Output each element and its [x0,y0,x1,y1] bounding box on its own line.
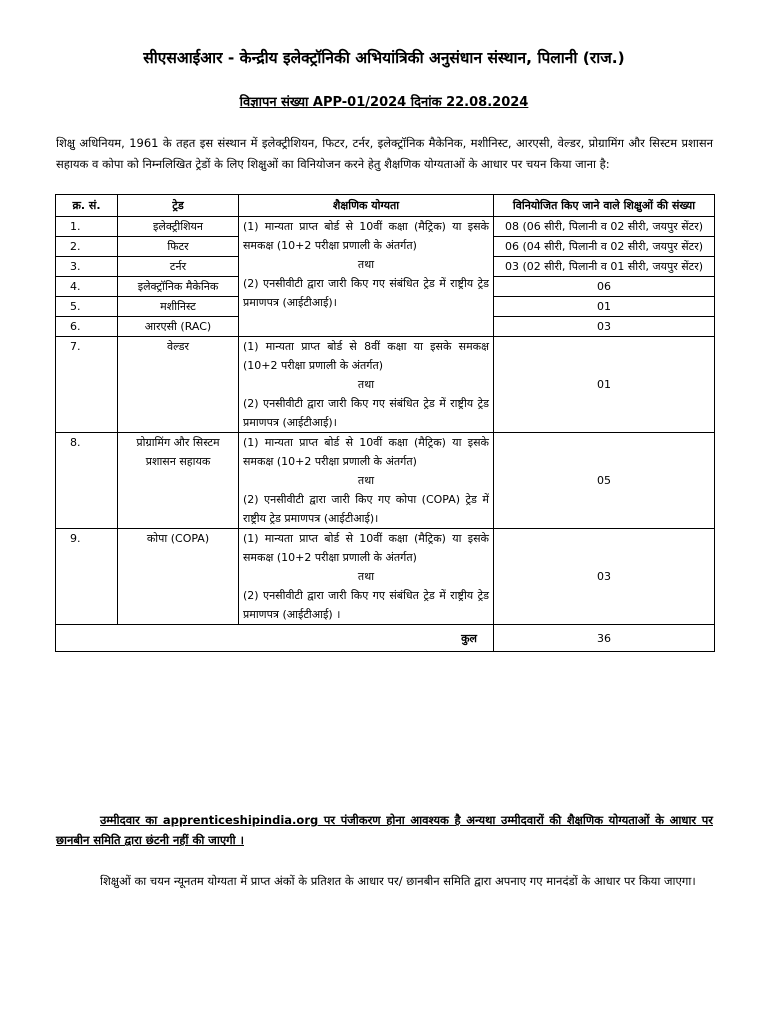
intro-paragraph: शिक्षु अधिनियम, 1961 के तहत इस संस्थान में इलेक्ट्रीशियन, फिटर, टर्नर, इलेक्ट्रॉनिक मैकेनिक, मशीनिस्ट, आरएसी, वेल्डर, प्रोग्रामिंग और सिस्टम प्रशासन सहायक व कोपा को निम्नलिखित ट्रेडों के लिए शिक्षुओं का विनियोजन करने हेतु शैक्षणिक योग्यताओं के आधार पर चयन किया जाना है: [56,136,713,171]
cell-count: 06 (04 सीरी, पिलानी व 02 सीरी, जयपुर सेंटर) [494,237,715,257]
cell-sn: 6. [56,317,118,337]
total-label: कुल [56,625,494,652]
cell-count: 05 [494,433,715,529]
advertisement-number-text: विज्ञापन संख्या APP-01/2024 दिनांक 22.08.2024 [239,95,529,110]
qualification-and: तथा [357,474,375,487]
table-total-row [56,625,715,652]
cell-sn: 7. [56,337,118,433]
qualification-part1: (1) मान्यता प्राप्त बोर्ड से 10वीं कक्षा (मैट्रिक) या इसके समकक्ष (10+2 परीक्षा प्रणाली के अंतर्गत) [243,532,489,564]
qualification-part1: (1) मान्यता प्राप्त बोर्ड से 10वीं कक्षा (मैट्रिक) या इसके समकक्ष (10+2 परीक्षा प्रणाली के अंतर्गत) [243,220,489,252]
cell-trade: टर्नर [118,257,239,277]
table-row [56,433,715,529]
selection-paragraph: शिक्षुओं का चयन न्यूनतम योग्यता में प्राप्त अंकों के प्रतिशत के आधार पर/ छानबीन समिति द्वारा अपनाए गए मानदंडों के आधार पर किया जाएगा। [100,874,696,888]
cell-trade: मशीनिस्ट [118,297,239,317]
cell-trade: वेल्डर [118,337,239,433]
cell-sn: 8. [56,433,118,529]
trades-table [55,194,715,652]
cell-sn: 5. [56,297,118,317]
cell-trade: फिटर [118,237,239,257]
cell-qualification [239,433,494,529]
cell-sn: 1. [56,217,118,237]
cell-sn: 2. [56,237,118,257]
cell-trade: प्रोग्रामिंग और सिस्टम प्रशासन सहायक [118,433,239,529]
table-row [56,529,715,625]
cell-count: 01 [494,297,715,317]
qualification-and: तथा [357,570,375,583]
cell-trade: इलेक्ट्रॉनिक मैकेनिक [118,277,239,297]
cell-trade: इलेक्ट्रीशियन [118,217,239,237]
cell-qualification [239,529,494,625]
qualification-and: तथा [357,258,375,271]
cell-sn: 4. [56,277,118,297]
cell-sn: 9. [56,529,118,625]
cell-count: 03 (02 सीरी, पिलानी व 01 सीरी, जयपुर सेंटर) [494,257,715,277]
table-row [56,217,715,237]
cell-trade: आरएसी (RAC) [118,317,239,337]
registration-note: उम्मीदवार का apprenticeshipindia.org पर पंजीकरण होना आवश्यक है अन्यथा उम्मीदवारों की शैक्षणिक योग्यताओं के आधार पर छानबीन समिति द्वारा छंटनी नहीं की जाएगी । [56,813,713,847]
total-value: 36 [494,625,715,652]
qualification-part2: (2) एनसीवीटी द्वारा जारी किए गए संबंधित ट्रेड में राष्ट्रीय ट्रेड प्रमाणपत्र (आईटीआई) । [243,589,489,621]
cell-count: 03 [494,529,715,625]
cell-qualification [239,337,494,433]
cell-count: 08 (06 सीरी, पिलानी व 02 सीरी, जयपुर सेंटर) [494,217,715,237]
cell-trade: कोपा (COPA) [118,529,239,625]
advertisement-number [0,92,768,110]
header-qualification: शैक्षणिक योग्यता [239,195,494,217]
qualification-and: तथा [357,378,375,391]
cell-qualification-group [239,217,494,337]
qualification-part1: (1) मान्यता प्राप्त बोर्ड से 10वीं कक्षा (मैट्रिक) या इसके समकक्ष (10+2 परीक्षा प्रणाली के अंतर्गत) [243,436,489,468]
cell-sn: 3. [56,257,118,277]
qualification-part2: (2) एनसीवीटी द्वारा जारी किए गए संबंधित ट्रेड में राष्ट्रीय ट्रेड प्रमाणपत्र (आईटीआई)। [243,277,489,309]
header-count: विनियोजित किए जाने वाले शिक्षुओं की संख्या [494,195,715,217]
qualification-part1: (1) मान्यता प्राप्त बोर्ड से 8वीं कक्षा या इसके समकक्ष (10+2 परीक्षा प्रणाली के अंतर्गत) [243,340,489,372]
qualification-part2: (2) एनसीवीटी द्वारा जारी किए गए संबंधित ट्रेड में राष्ट्रीय ट्रेड प्रमाणपत्र (आईटीआई)। [243,397,489,429]
qualification-part2: (2) एनसीवीटी द्वारा जारी किए गए कोपा (COPA) ट्रेड में राष्ट्रीय ट्रेड प्रमाणपत्र (आईटीआई)। [243,493,489,525]
institute-title: सीएसआईआर - केन्द्रीय इलेक्ट्रॉनिकी अभियांत्रिकी अनुसंधान संस्थान, पिलानी (राज.) [143,49,625,67]
table-header-row [56,195,715,217]
table-row [56,337,715,433]
cell-count: 03 [494,317,715,337]
cell-count: 06 [494,277,715,297]
header-trade: ट्रेड [118,195,239,217]
cell-count: 01 [494,337,715,433]
header-sn: क्र. सं. [56,195,118,217]
